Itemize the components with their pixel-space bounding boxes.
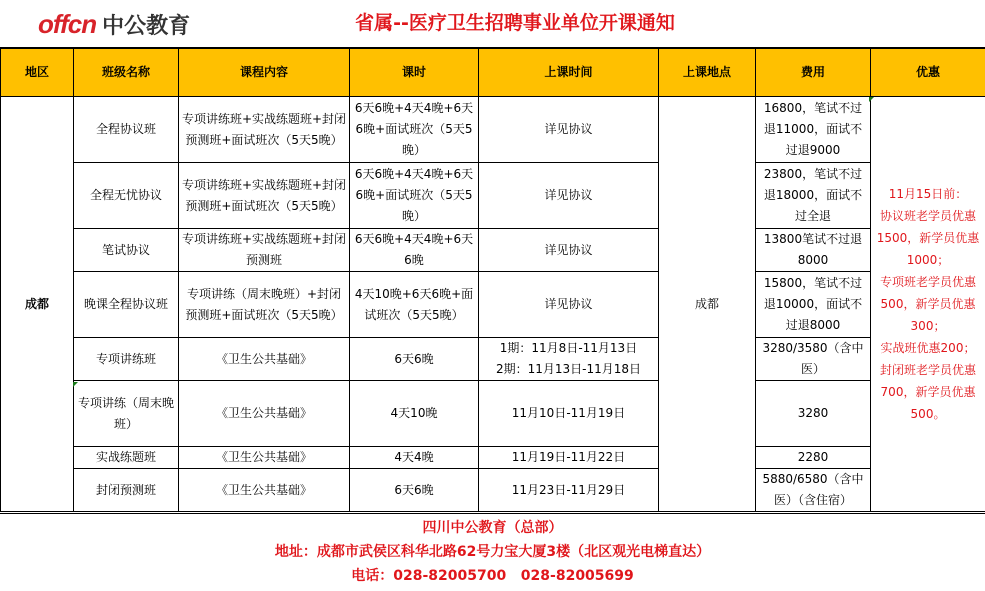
fee-cell: 2280: [756, 447, 871, 469]
table-row: [1, 447, 985, 469]
footer-phone: 电话：028-82005700 028-82005699: [351, 568, 634, 584]
course-table: [0, 48, 985, 512]
hours-cell: 6天6晚: [350, 338, 479, 381]
fee-cell: 23800，笔试不过退18000，面试不过全退: [756, 163, 871, 229]
time-cell: 11月19日-11月22日: [479, 447, 659, 469]
content-cell: 专项讲练班+实战练题班+封闭预测班: [179, 229, 350, 272]
hours-cell: 4天10晚: [350, 381, 479, 447]
header-class-name: 班级名称: [74, 49, 179, 97]
time-line: 1期：11月8日-11月13日: [499, 341, 638, 355]
table-row: [1, 97, 985, 163]
class-name-cell: 专项讲练（周末晚班）: [74, 381, 179, 447]
header-time: 上课时间: [479, 49, 659, 97]
class-name-cell: 封闭预测班: [74, 469, 179, 512]
fee-cell: 15800，笔试不过退10000，面试不过退8000: [756, 272, 871, 338]
content-cell: 专项讲练班+实战练题班+封闭预测班+面试班次（5天5晚）: [179, 97, 350, 163]
table-row: [1, 381, 985, 447]
time-cell: [479, 338, 659, 381]
class-name-cell: 全程协议班: [74, 97, 179, 163]
table-row: [1, 338, 985, 381]
content-cell: 《卫生公共基础》: [179, 381, 350, 447]
brand-logo: [38, 6, 190, 42]
time-cell: 详见协议: [479, 163, 659, 229]
time-cell: 详见协议: [479, 97, 659, 163]
class-name-cell: 笔试协议: [74, 229, 179, 272]
class-name-cell: 晚课全程协议班: [74, 272, 179, 338]
table-row: [1, 163, 985, 229]
comment-marker-icon: [869, 97, 874, 102]
logo-cn: 中公教育: [102, 13, 191, 39]
table-row: [1, 229, 985, 272]
promo-line: 11月15日前：: [888, 187, 968, 201]
fee-cell: 13800笔试不过退8000: [756, 229, 871, 272]
promo-line: 实战班优惠200；: [880, 341, 976, 355]
comment-marker-icon: [73, 382, 78, 387]
time-cell: 11月10日-11月19日: [479, 381, 659, 447]
promo-line: 封闭班老学员优惠700，新学员优惠500。: [879, 363, 976, 421]
content-cell: 专项讲练班+实战练题班+封闭预测班+面试班次（5天5晚）: [179, 163, 350, 229]
discount-cell: [871, 97, 985, 512]
header-row: [1, 49, 985, 97]
hours-cell: 4天10晚+6天6晚+面试班次（5天5晚）: [350, 272, 479, 338]
content-cell: 《卫生公共基础》: [179, 469, 350, 512]
footer-contact: [0, 513, 985, 591]
logo-en: offcn: [38, 8, 97, 39]
content-cell: 《卫生公共基础》: [179, 338, 350, 381]
hours-cell: 6天6晚+4天4晚+6天6晚+面试班次（5天5晚）: [350, 163, 479, 229]
table-row: [1, 469, 985, 512]
fee-cell: 3280: [756, 381, 871, 447]
region-cell: 成都: [1, 97, 74, 512]
class-name-cell: 专项讲练班: [74, 338, 179, 381]
time-cell: 详见协议: [479, 229, 659, 272]
promo-line: 专项班老学员优惠500，新学员优惠300；: [879, 275, 976, 333]
footer-address: 地址：成都市武侯区科华北路62号力宝大厦3楼（北区观光电梯直达）: [274, 544, 711, 560]
footer-org: 四川中公教育（总部）: [422, 520, 563, 536]
time-cell: 11月23日-11月29日: [479, 469, 659, 512]
page-title: 省属--医疗卫生招聘事业单位开课通知: [355, 12, 675, 34]
hours-cell: 6天6晚+4天4晚+6天6晚: [350, 229, 479, 272]
hours-cell: 6天6晚+4天4晚+6天6晚+面试班次（5天5晚）: [350, 97, 479, 163]
time-cell: 详见协议: [479, 272, 659, 338]
location-cell: 成都: [659, 97, 756, 512]
promo-text: [873, 183, 983, 425]
class-name-cell: 实战练题班: [74, 447, 179, 469]
promo-line: 协议班老学员优惠1500，新学员优惠1000；: [876, 209, 980, 267]
header-fee: 费用: [756, 49, 871, 97]
content-cell: 专项讲练（周末晚班）+封闭预测班+面试班次（5天5晚）: [179, 272, 350, 338]
fee-cell: 16800，笔试不过退11000，面试不过退9000: [756, 97, 871, 163]
header-location: 上课地点: [659, 49, 756, 97]
time-line: 2期：11月13日-11月18日: [495, 362, 642, 376]
header-hours: 课时: [350, 49, 479, 97]
content-cell: 《卫生公共基础》: [179, 447, 350, 469]
class-name-cell: 全程无忧协议: [74, 163, 179, 229]
hours-cell: 6天6晚: [350, 469, 479, 512]
header-discount: 优惠: [871, 49, 985, 97]
fee-cell: 3280/3580（含中医）: [756, 338, 871, 381]
title-row: [0, 0, 985, 48]
fee-cell: 5880/6580（含中医）（含住宿）: [756, 469, 871, 512]
table-row: [1, 272, 985, 338]
header-region: 地区: [1, 49, 74, 97]
hours-cell: 4天4晚: [350, 447, 479, 469]
header-content: 课程内容: [179, 49, 350, 97]
